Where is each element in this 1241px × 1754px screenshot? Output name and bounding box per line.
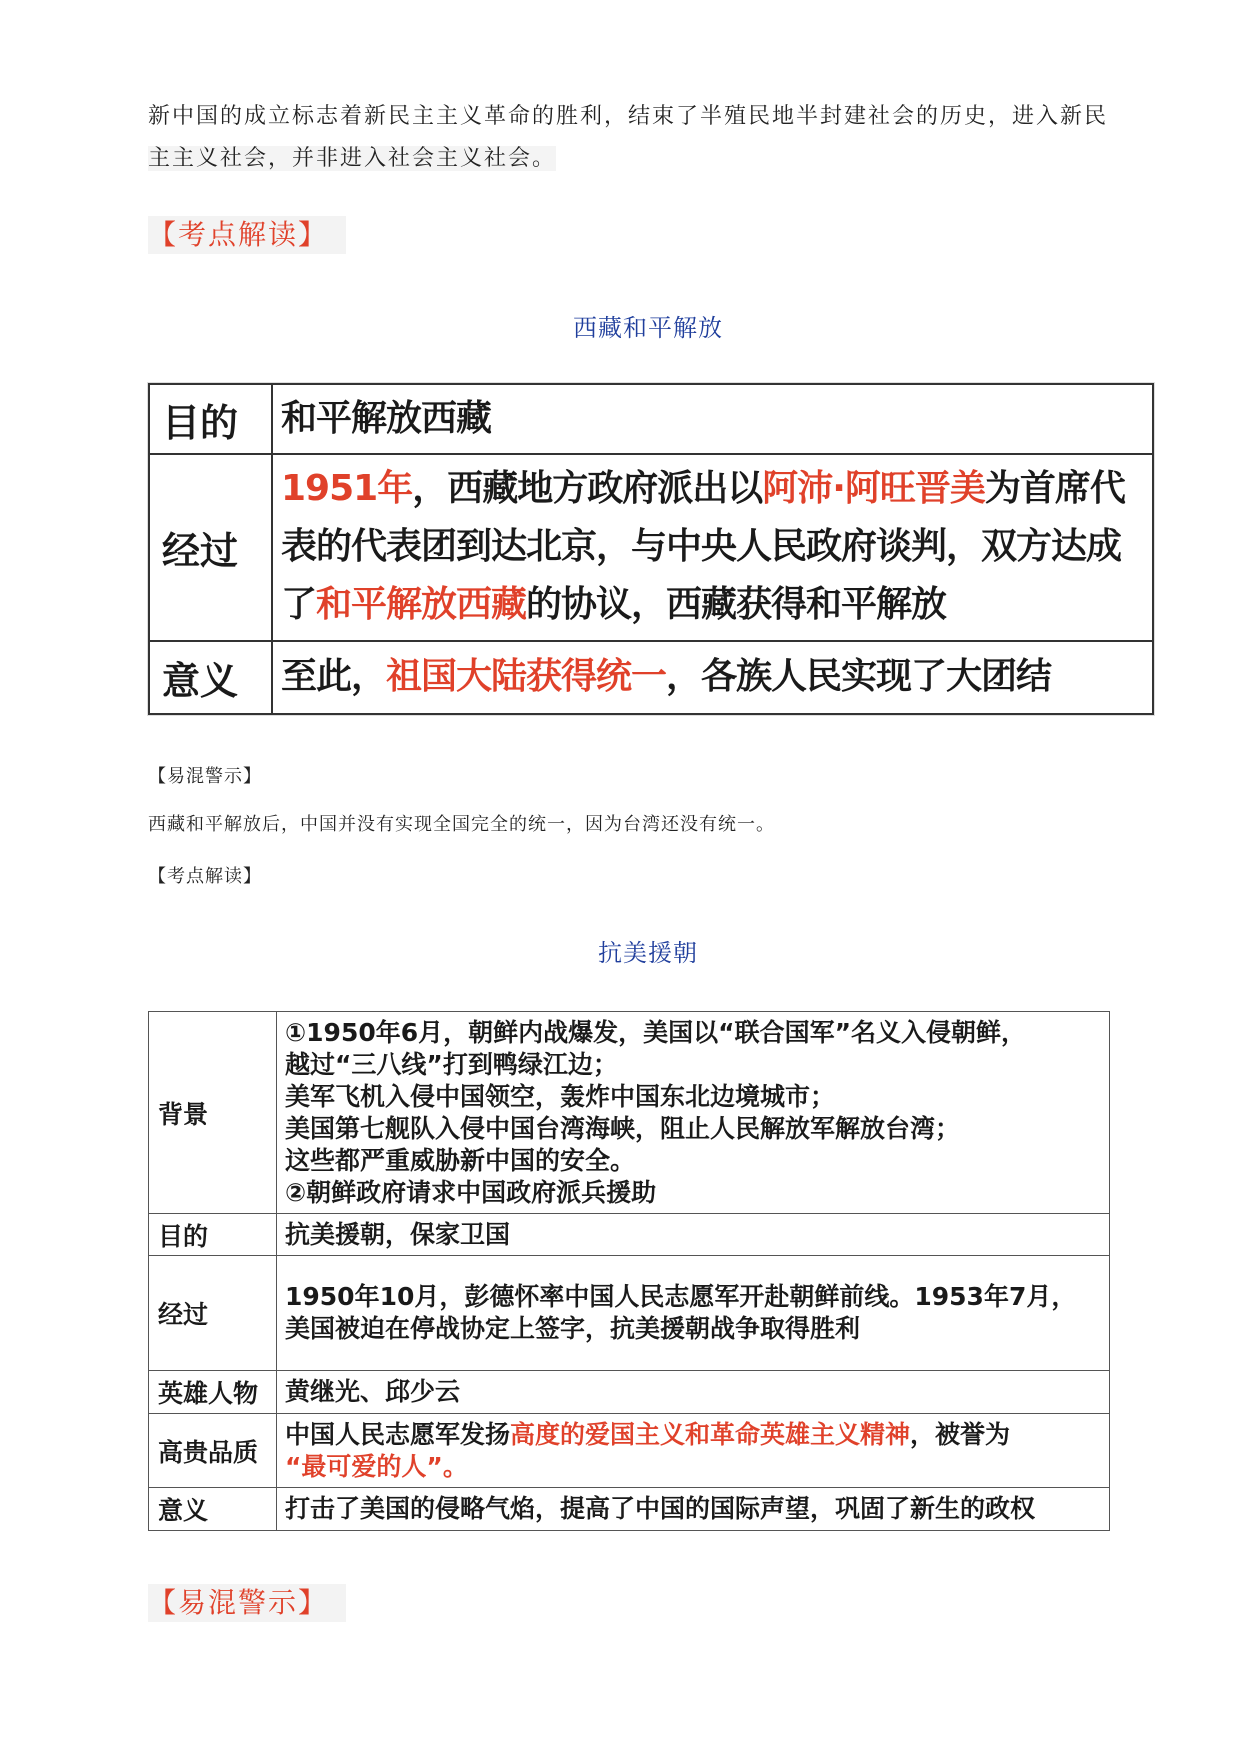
table-row bbox=[149, 1256, 1110, 1371]
tibet-table bbox=[148, 383, 1154, 715]
intro-paragraph bbox=[148, 96, 1158, 180]
table-row bbox=[149, 1012, 1110, 1214]
quality-highlight: 高度的爱国主义和革命英雄主义精神 bbox=[510, 1419, 911, 1449]
background-line: ②朝鲜政府请求中国政府派兵援助 bbox=[285, 1177, 657, 1207]
meaning-text-1: 至此， bbox=[281, 656, 387, 698]
background-value bbox=[277, 1012, 1110, 1214]
section1-tag: 【考点解读】 bbox=[148, 216, 346, 254]
purpose-label: 目的 bbox=[149, 384, 272, 454]
purpose-value: 抗美援朝，保家卫国 bbox=[277, 1214, 1110, 1256]
process-text-2: 为首席代表的代表团到达北京，与中央人民政府谈判，双方达成了 bbox=[281, 468, 1125, 626]
heroes-label: 英雄人物 bbox=[149, 1371, 277, 1414]
intro-line-1: 新中国的成立标志着新民主主义革命的胜利，结束了半殖民地半封建社会的历史，进入新民 bbox=[148, 104, 1109, 129]
meaning-label: 意义 bbox=[149, 641, 272, 714]
purpose-label: 目的 bbox=[149, 1214, 277, 1256]
meaning-text-2: ，各族人民实现了大团结 bbox=[666, 656, 1052, 698]
process-agreement: 和平解放西藏 bbox=[316, 584, 527, 626]
background-line: 美军飞机入侵中国领空，轰炸中国东北边境城市； bbox=[285, 1081, 836, 1111]
process-person: 阿沛·阿旺晋美 bbox=[762, 468, 985, 510]
table-row bbox=[149, 1371, 1110, 1414]
process-value bbox=[272, 454, 1153, 640]
table-row bbox=[149, 384, 1153, 454]
quality-text-1: 中国人民志愿军发扬 bbox=[285, 1419, 511, 1449]
warning-tag: 【易混警示】 bbox=[148, 766, 262, 787]
process-label: 经过 bbox=[149, 454, 272, 640]
process-label: 经过 bbox=[149, 1256, 277, 1371]
table-row bbox=[149, 1414, 1110, 1488]
process-value: 1950年10月，彭德怀率中国人民志愿军开赴朝鲜前线。1953年7月，美国被迫在停战协定上签字，抗美援朝战争取得胜利 bbox=[277, 1256, 1110, 1371]
background-line: 美国第七舰队入侵中国台湾海峡，阻止人民解放军解放台湾； bbox=[285, 1113, 961, 1143]
table-row bbox=[149, 1488, 1110, 1531]
background-line: ①1950年6月，朝鲜内战爆发，美国以“联合国军”名义入侵朝鲜， bbox=[285, 1017, 1027, 1047]
meaning-value bbox=[272, 641, 1153, 714]
section2-tag: 【考点解读】 bbox=[148, 866, 262, 887]
process-text-3: 的协议，西藏获得和平解放 bbox=[526, 584, 947, 626]
background-line: 越过“三八线”打到鸭绿江边； bbox=[285, 1049, 618, 1079]
table-row bbox=[149, 1214, 1110, 1256]
intro-line-2: 主主义社会，并非进入社会主义社会。 bbox=[148, 146, 557, 171]
purpose-value: 和平解放西藏 bbox=[272, 384, 1153, 454]
korea-war-table bbox=[148, 1011, 1110, 1531]
meaning-label: 意义 bbox=[149, 1488, 277, 1531]
meaning-value: 打击了美国的侵略气焰，提高了中国的国际声望，巩固了新生的政权 bbox=[277, 1488, 1110, 1531]
quality-value bbox=[277, 1414, 1110, 1488]
warning-text: 西藏和平解放后，中国并没有实现全国完全的统一，因为台湾还没有统一。 bbox=[148, 814, 775, 835]
background-label: 背景 bbox=[149, 1012, 277, 1214]
footer-warning-tag: 【易混警示】 bbox=[148, 1584, 346, 1622]
quality-text-2: ，被誉为 bbox=[910, 1419, 1011, 1449]
heroes-value: 黄继光、邱少云 bbox=[277, 1371, 1110, 1414]
section1-title: 西藏和平解放 bbox=[573, 314, 723, 342]
quality-label: 高贵品质 bbox=[149, 1414, 277, 1488]
process-text-1: ，西藏地方政府派出以 bbox=[412, 468, 763, 510]
background-line: 这些都严重威胁新中国的安全。 bbox=[285, 1145, 636, 1175]
meaning-highlight: 祖国大陆获得统一 bbox=[386, 656, 667, 698]
section2-title: 抗美援朝 bbox=[598, 939, 698, 967]
process-year: 1951年 bbox=[281, 468, 413, 510]
table-row bbox=[149, 454, 1153, 640]
quality-nickname: “最可爱的人”。 bbox=[285, 1451, 468, 1481]
table-row bbox=[149, 641, 1153, 714]
